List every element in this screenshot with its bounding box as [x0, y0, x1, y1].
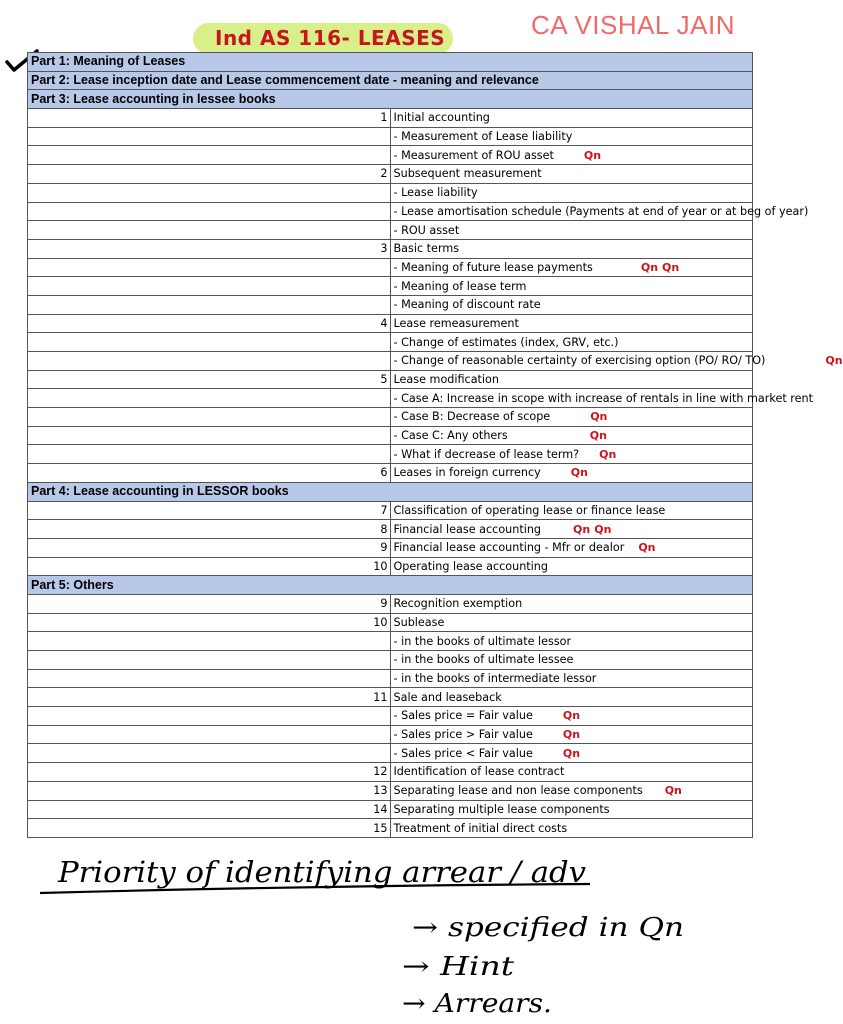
row-description — [390, 464, 753, 483]
table-row — [28, 632, 753, 651]
row-number: 11 — [28, 688, 391, 707]
row-number: 8 — [28, 520, 391, 539]
section-title: Part 4: Lease accounting in LESSOR books — [28, 482, 753, 501]
row-description — [390, 109, 753, 128]
row-number — [28, 183, 391, 202]
row-number — [28, 707, 391, 726]
table-row — [28, 202, 753, 221]
row-text: Initial accounting — [393, 111, 490, 125]
table-row — [28, 707, 753, 726]
row-number — [28, 277, 391, 296]
table-row — [28, 426, 753, 445]
row-text: - Meaning of future lease payments — [393, 260, 593, 274]
handwritten-point-1: → specified in Qn — [412, 913, 684, 943]
row-text: - Case A: Increase in scope with increase of rentals in line with market rent — [393, 391, 813, 405]
question-marker: Qn — [562, 728, 581, 742]
row-text: - Case B: Decrease of scope — [393, 410, 551, 424]
row-description — [390, 613, 753, 632]
row-description — [390, 277, 753, 296]
table-row — [28, 352, 753, 371]
section-title: Part 3: Lease accounting in lessee books — [28, 90, 753, 109]
handwritten-point-2: → Hint — [402, 952, 515, 982]
row-number — [28, 632, 391, 651]
row-text: Lease modification — [393, 373, 499, 387]
row-number: 12 — [28, 763, 391, 782]
row-number — [28, 408, 391, 427]
row-text: - Sales price < Fair value — [393, 746, 533, 760]
row-text: Subsequent measurement — [393, 167, 542, 181]
table-row — [28, 165, 753, 184]
row-text: - Lease amortisation schedule (Payments at end of year or at beg of year) — [393, 204, 809, 218]
section-title: Part 5: Others — [28, 576, 753, 595]
row-number — [28, 669, 391, 688]
row-number: 1 — [28, 109, 391, 128]
row-description — [390, 352, 843, 371]
table-row — [28, 445, 753, 464]
table-row — [28, 146, 753, 165]
table-row — [28, 277, 753, 296]
handwritten-heading: Priority of identifying arrear / adv — [56, 855, 587, 889]
section-header-row — [28, 482, 753, 501]
table-row — [28, 520, 753, 539]
row-number: 15 — [28, 819, 391, 838]
handwritten-notes — [0, 840, 768, 1024]
row-number: 10 — [28, 613, 391, 632]
section-title: Part 2: Lease inception date and Lease commencement date - meaning and relevance — [28, 71, 753, 90]
section-header-row — [28, 576, 753, 595]
row-text: - ROU asset — [393, 223, 460, 237]
row-number — [28, 744, 391, 763]
row-number: 6 — [28, 464, 391, 483]
question-marker: Qn — [640, 260, 659, 274]
row-text: - Meaning of lease term — [393, 279, 527, 293]
table-row — [28, 370, 753, 389]
question-marker: Qn — [562, 709, 581, 723]
row-text: Operating lease accounting — [393, 559, 548, 573]
row-number: 9 — [28, 538, 391, 557]
table-row — [28, 221, 753, 240]
question-marker: Qn — [638, 541, 656, 555]
row-number — [28, 202, 391, 221]
row-description — [390, 520, 753, 539]
table-row — [28, 744, 753, 763]
question-marker: Qn — [664, 784, 682, 798]
row-number: 9 — [28, 594, 391, 613]
row-number: 14 — [28, 800, 391, 819]
row-text: - in the books of ultimate lessor — [393, 634, 572, 648]
section-header-row — [28, 71, 753, 90]
row-number — [28, 426, 391, 445]
table-row — [28, 183, 753, 202]
row-description — [390, 221, 753, 240]
table-row — [28, 669, 753, 688]
table-row — [28, 763, 753, 782]
row-description — [390, 146, 753, 165]
row-description — [390, 538, 753, 557]
table-row — [28, 501, 753, 520]
section-header-row — [28, 90, 753, 109]
table-row — [28, 314, 753, 333]
question-marker: Qn — [662, 260, 680, 274]
table-row — [28, 688, 753, 707]
row-number — [28, 445, 391, 464]
table-row — [28, 538, 753, 557]
table-row — [28, 651, 753, 670]
table-row — [28, 725, 753, 744]
row-text: Sale and leaseback — [393, 690, 502, 704]
row-description — [390, 669, 753, 688]
row-description — [390, 632, 753, 651]
row-description — [390, 781, 753, 800]
row-description — [390, 594, 753, 613]
row-number: 4 — [28, 314, 391, 333]
row-number — [28, 221, 391, 240]
row-text: - in the books of ultimate lessee — [393, 653, 574, 667]
row-text: - Meaning of discount rate — [393, 298, 541, 312]
row-number: 13 — [28, 781, 391, 800]
author-name: CA VISHAL JAIN — [531, 10, 735, 40]
row-description — [390, 165, 753, 184]
row-description — [390, 763, 753, 782]
section-header-row — [28, 53, 753, 72]
table-row — [28, 109, 753, 128]
row-text: Identification of lease contract — [393, 765, 565, 779]
table-row — [28, 258, 753, 277]
row-number — [28, 127, 391, 146]
row-text: Basic terms — [393, 242, 460, 256]
table-row — [28, 389, 753, 408]
row-number — [28, 146, 391, 165]
row-description — [390, 239, 753, 258]
row-description — [390, 333, 753, 352]
table-row — [28, 408, 753, 427]
row-description — [390, 408, 753, 427]
topics-table — [27, 52, 843, 838]
table-row — [28, 127, 753, 146]
row-text: - Measurement of ROU asset — [393, 148, 554, 162]
row-number — [28, 333, 391, 352]
row-description — [390, 389, 813, 408]
handwritten-point-3: → Arrears. — [402, 989, 552, 1019]
row-number — [28, 389, 391, 408]
row-description — [390, 202, 809, 221]
table-row — [28, 819, 753, 838]
row-text: Separating multiple lease components — [393, 802, 610, 816]
row-text: Separating lease and non lease components — [393, 784, 643, 798]
row-description — [390, 744, 753, 763]
row-text: Financial lease accounting — [393, 522, 542, 536]
row-description — [390, 819, 753, 838]
row-text: - What if decrease of lease term? — [393, 447, 580, 461]
question-marker: Qn — [589, 429, 607, 443]
page-title: Ind AS 116- LEASES — [215, 26, 446, 50]
question-marker: Qn — [599, 447, 617, 461]
row-number: 7 — [28, 501, 391, 520]
row-description — [390, 557, 753, 576]
table-row — [28, 800, 753, 819]
row-text: Sublease — [393, 615, 445, 629]
row-text: Classification of operating lease or finance lease — [393, 503, 666, 517]
row-text: Leases in foreign currency — [393, 466, 541, 480]
row-description — [390, 725, 753, 744]
table-row — [28, 295, 753, 314]
row-description — [390, 688, 753, 707]
row-number: 3 — [28, 239, 391, 258]
question-marker: Qn — [562, 746, 581, 760]
row-number — [28, 651, 391, 670]
row-description — [390, 707, 753, 726]
row-number: 5 — [28, 370, 391, 389]
row-description — [390, 295, 753, 314]
question-marker: Qn — [590, 410, 608, 424]
table-row — [28, 333, 753, 352]
row-number: 2 — [28, 165, 391, 184]
row-description — [390, 314, 753, 333]
row-text: - Change of estimates (index, GRV, etc.) — [393, 335, 619, 349]
row-number: 10 — [28, 557, 391, 576]
table-row — [28, 464, 753, 483]
row-text: Lease remeasurement — [393, 316, 519, 330]
row-description — [390, 800, 753, 819]
row-text: - Lease liability — [393, 186, 478, 200]
table-row — [28, 781, 753, 800]
question-marker: Qn — [825, 354, 843, 368]
row-description — [390, 183, 753, 202]
row-text: Recognition exemption — [393, 597, 523, 611]
row-text: - Case C: Any others — [393, 429, 508, 443]
row-text: - in the books of intermediate lessor — [393, 672, 597, 686]
row-description — [390, 370, 753, 389]
table-row — [28, 557, 753, 576]
row-description — [390, 501, 753, 520]
question-marker: Qn — [594, 522, 612, 536]
row-text: - Change of reasonable certainty of exercising option (PO/ RO/ TO) — [393, 354, 766, 368]
row-number — [28, 352, 391, 371]
question-marker: Qn — [573, 522, 591, 536]
row-description — [390, 127, 753, 146]
row-number — [28, 258, 391, 277]
row-description — [390, 445, 753, 464]
table-row — [28, 613, 753, 632]
row-text: - Measurement of Lease liability — [393, 130, 573, 144]
question-marker: Qn — [570, 466, 588, 480]
table-row — [28, 239, 753, 258]
question-marker: Qn — [583, 148, 602, 162]
row-text: Treatment of initial direct costs — [393, 821, 568, 835]
row-text: - Sales price = Fair value — [393, 709, 533, 723]
row-description — [390, 258, 753, 277]
row-number — [28, 725, 391, 744]
row-description — [390, 651, 753, 670]
row-text: - Sales price > Fair value — [393, 728, 533, 742]
row-number — [28, 295, 391, 314]
section-title: Part 1: Meaning of Leases — [28, 53, 753, 72]
table-row — [28, 594, 753, 613]
row-text: Financial lease accounting - Mfr or dealor — [393, 541, 625, 555]
row-description — [390, 426, 753, 445]
